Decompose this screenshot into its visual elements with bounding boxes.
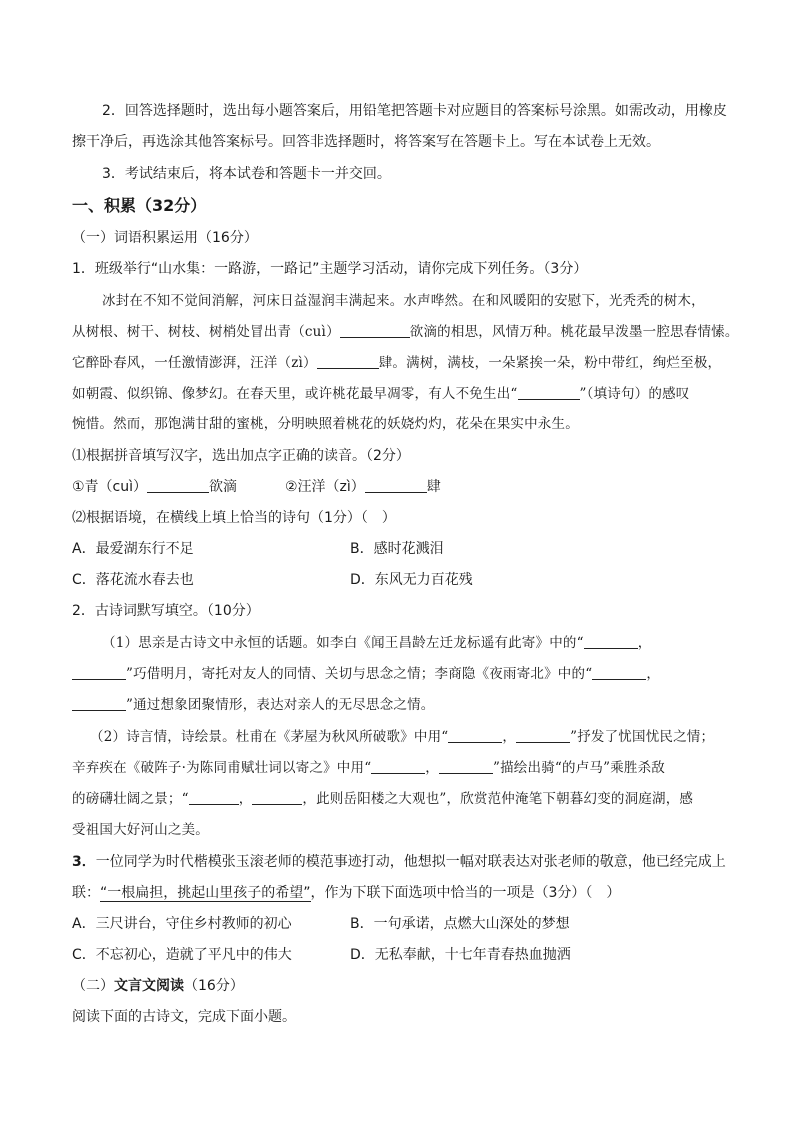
answer-blank[interactable]	[371, 759, 425, 774]
answer-blank[interactable]	[72, 696, 126, 711]
q3-text: 一位同学为时代楷模张玉滚老师的模范事迹打动，他想拟一幅对联表达对张老师的敬意，他已经完成上	[95, 854, 726, 870]
passage-line	[72, 322, 739, 342]
passage-text: ”（填诗句）的感叹	[579, 386, 690, 402]
answer-blank[interactable]	[439, 759, 493, 774]
option-d[interactable]: D．无私奉献，十七年青春热血抛洒	[350, 947, 571, 963]
passage-line: 惋惜。然而，那饱满甘甜的蜜桃，分明映照着桃花的妖娆灼灼，花朵在果实中永生。	[72, 416, 579, 432]
question-2-stem: 2．古诗词默写填空。（10分）	[72, 603, 260, 619]
passage-line	[72, 353, 721, 373]
sub-question-1: ⑴根据拼音填写汉字，选出加点字正确的读音。（2分）	[72, 448, 410, 464]
answer-blank[interactable]	[147, 478, 209, 493]
answer-blank[interactable]	[518, 385, 580, 400]
q2-part2-line	[72, 758, 665, 778]
passage-line: 冰封在不知不觉间消解，河床日益湿润丰满起来。水声哗然。在和风暖阳的安慰下，光秃秃的树木，	[102, 293, 705, 309]
subsection-title-2	[72, 976, 244, 996]
passage-text: 从树根、树干、树枝、树梢处冒出青（cuì）	[72, 324, 340, 340]
fill-b-prefix: ②汪洋（zì）	[285, 479, 365, 495]
option-c[interactable]: C．落花流水春去也	[72, 572, 194, 588]
q2-text: ，	[502, 729, 517, 745]
option-a[interactable]: A．三尺讲台，守住乡村教师的初心	[72, 916, 292, 932]
q2-text: ，	[425, 760, 439, 776]
fill-b-suffix: 肆	[426, 479, 441, 495]
instruction-3: 3．考试结束后，将本试卷和答题卡一并交回。	[102, 166, 391, 182]
q2-part2-line	[90, 727, 714, 747]
q3-text: ，作为下联下面选项中恰当的一项是（3分）（ ）	[310, 885, 621, 901]
instruction-2-line2: 擦干净后，再选涂其他答案标号。回答非选择题时，将答案写在答题卡上。写在本试卷上无效。	[72, 134, 660, 150]
subsection-title: （一）词语积累运用（16分）	[72, 230, 258, 246]
instruction-2-line1: 2．回答选择题时，选出每小题答案后，用铅笔把答题卡对应题目的答案标号涂黑。如需改动，用橡皮	[102, 103, 727, 119]
q2-text: （2）诗言情，诗绘景。杜甫在《茅屋为秋风所破歌》中用“	[90, 729, 449, 745]
answer-blank[interactable]	[189, 790, 239, 805]
q2-text: ”抒发了忧国忧民之情；	[570, 729, 715, 745]
option-d[interactable]: D．东风无力百花残	[350, 572, 473, 588]
q2-part2-line: 受祖国大好河山之美。	[72, 822, 209, 838]
q2-text: 辛弃疾在《破阵子·为陈同甫赋壮词以寄之》中用“	[72, 760, 372, 776]
passage-text: 如朝霞、似织锦、像梦幻。在春天里，或许桃花最早凋零，有人不免生出“	[72, 386, 518, 402]
couplet-first-line: “一根扁担，挑起山里孩子的希望”	[100, 885, 311, 901]
answer-blank[interactable]	[252, 790, 302, 805]
answer-blank[interactable]	[340, 323, 410, 338]
option-a[interactable]: A．最爱湖东行不足	[72, 541, 194, 557]
section-title: 一、积累（32分）	[72, 196, 207, 215]
sub-question-2: ⑵根据语境，在横线上填上恰当的诗句（1分）（ ）	[72, 510, 396, 526]
q2-part1-line	[72, 664, 660, 684]
subsection-name: 文言文阅读	[114, 978, 184, 994]
q2-text: ，此则岳阳楼之大观也”，欣赏范仲淹笔下朝暮幻变的洞庭湖，感	[302, 791, 694, 807]
question-3-line2	[72, 883, 620, 903]
passage-text: 肆。满树，满枝，一朵紧挨一朵，粉中带红，绚烂至极，	[378, 355, 722, 371]
q2-text: ，	[238, 791, 253, 807]
answer-blank[interactable]	[365, 478, 427, 493]
q3-text: 联：	[72, 885, 100, 901]
fill-a-prefix: ①青（cuì）	[72, 479, 148, 495]
q2-text: 的磅礴壮阔之景；“	[72, 791, 189, 807]
answer-blank[interactable]	[317, 354, 379, 369]
q2-text: ，	[646, 666, 661, 682]
option-b[interactable]: B．一句承诺，点燃大山深处的梦想	[350, 916, 570, 932]
answer-blank[interactable]	[72, 665, 126, 680]
question-3-number: 3．	[72, 854, 96, 870]
answer-blank[interactable]	[516, 728, 570, 743]
q2-part1-line	[102, 633, 651, 653]
q2-text: ，	[637, 635, 652, 651]
fill-a-suffix: 欲滴	[209, 479, 238, 495]
q2-text: ”通过想象团聚情形，表达对亲人的无尽思念之情。	[126, 697, 435, 713]
answer-blank[interactable]	[584, 634, 638, 649]
passage-line	[72, 384, 689, 404]
option-c[interactable]: C．不忘初心，造就了平凡中的伟大	[72, 947, 292, 963]
answer-blank[interactable]	[448, 728, 502, 743]
option-b[interactable]: B．感时花溅泪	[350, 541, 444, 557]
question-1-stem: 1．班级举行“山水集：一路游，一路记”主题学习活动，请你完成下列任务。（3分）	[72, 261, 588, 277]
q2-part1-line	[72, 695, 435, 715]
question-3-line1	[72, 852, 726, 872]
q2-text: ”巧借明月，寄托对友人的同情、关切与思念之情；李商隐《夜雨寄北》中的“	[126, 666, 593, 682]
subsection-score: （16分）	[184, 978, 244, 994]
q2-text: ”描绘出骑“的卢马”乘胜杀敌	[493, 760, 666, 776]
q2-text: （1）思亲是古诗文中永恒的话题。如李白《闻王昌龄左迁龙标遥有此寄》中的“	[102, 635, 584, 651]
fill-row	[285, 477, 441, 497]
passage-text: 它醉卧春风，一任激情澎湃，汪洋（zì）	[72, 355, 317, 371]
answer-blank[interactable]	[592, 665, 646, 680]
subsection-prefix: （二）	[72, 978, 114, 994]
reading-instruction: 阅读下面的古诗文，完成下面小题。	[72, 1009, 296, 1025]
fill-row	[72, 477, 237, 497]
q2-part2-line	[72, 789, 693, 809]
passage-text: 欲滴的相思，风情万种。桃花最早泼墨一腔思春情愫。	[409, 324, 739, 340]
